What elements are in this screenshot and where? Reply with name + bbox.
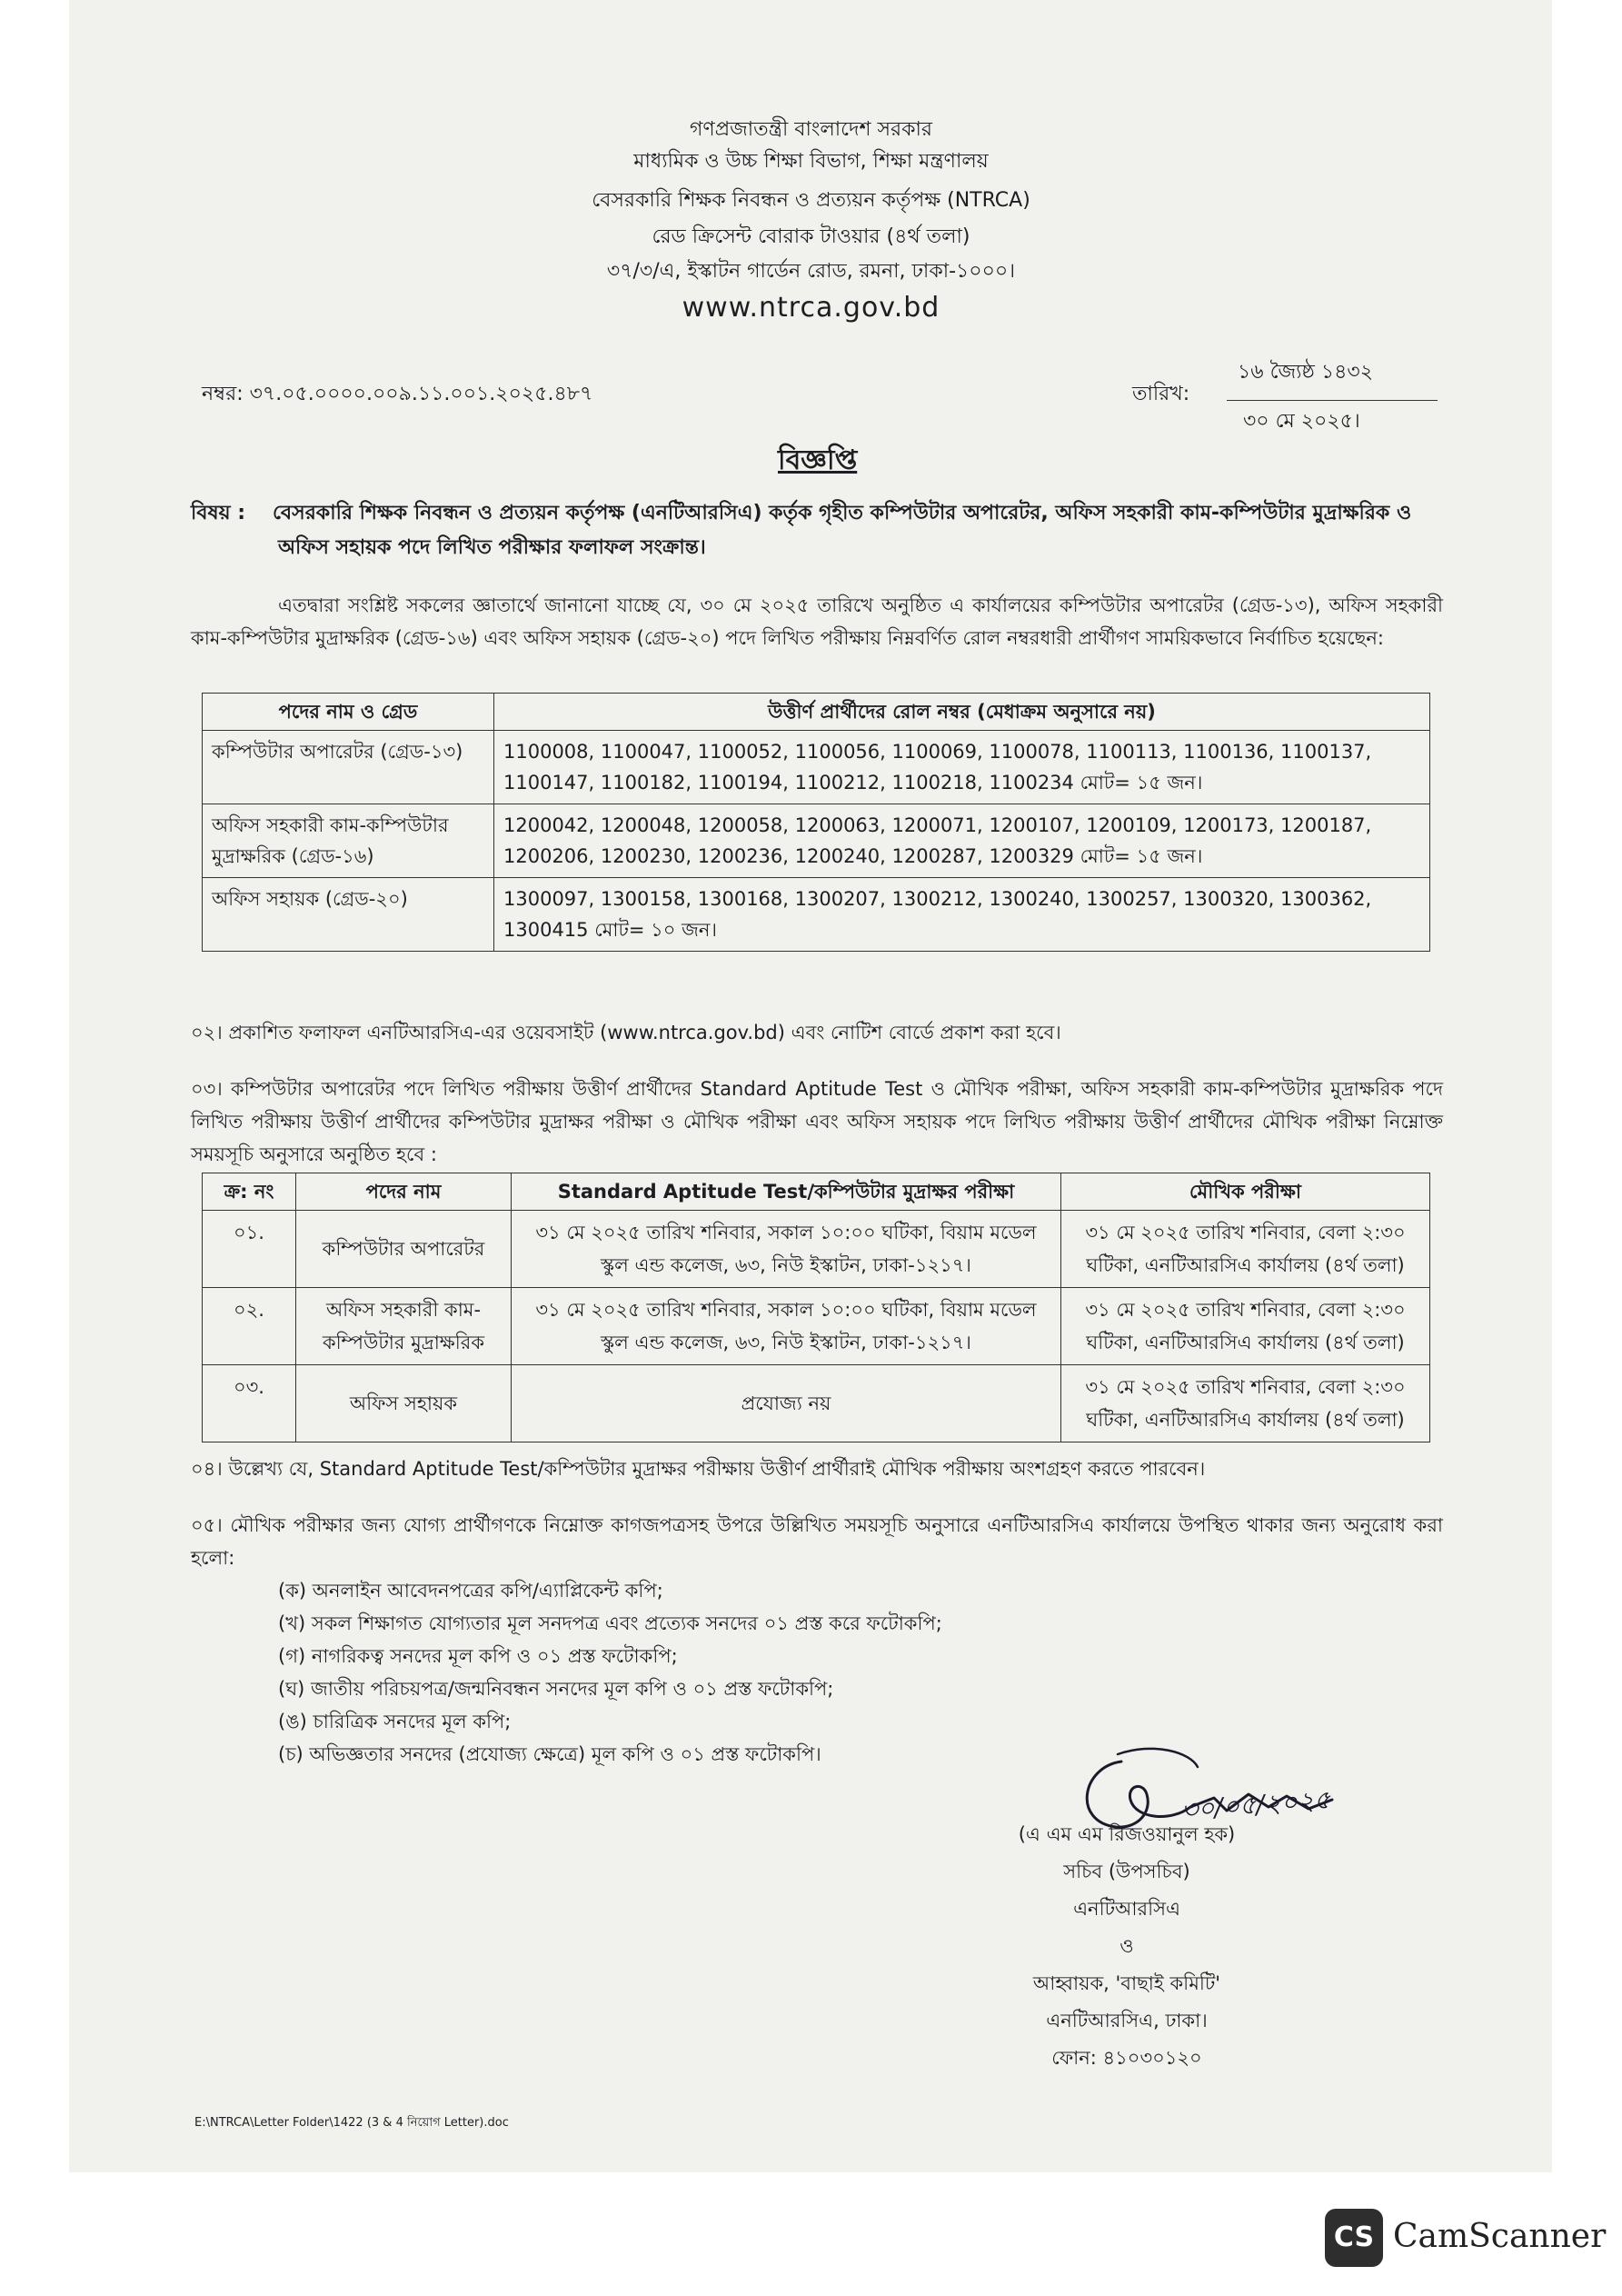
signatory-and: ও bbox=[1119, 1935, 1134, 1957]
schedule-header-post: পদের নাম bbox=[296, 1173, 512, 1211]
list-item: (ক) অনলাইন আবেদনপত্রের কপি/এ্যাপ্লিকেন্ট কপি; bbox=[278, 1580, 663, 1602]
results-header-rolls: উত্তীর্ণ প্রার্থীদের রোল নম্বর (মেধাক্রম অনুসারে নয়) bbox=[494, 694, 1430, 731]
list-item: (চ) অভিজ্ঞতার সনদের (প্রযোজ্য ক্ষেত্রে) মূল কপি ও ০১ প্রস্ত ফটোকপি। bbox=[278, 1743, 821, 1765]
results-rolls: 1300097, 1300158, 1300168, 1300207, 1300212, 1300240, 1300257, 1300320, 1300362, 1300415 মোট= ১০ জন। bbox=[494, 878, 1430, 952]
date-divider bbox=[1227, 400, 1438, 401]
signature-date: ৩০/০৫/২০২৫ bbox=[1179, 1784, 1332, 1825]
signatory-designation: সচিব (উপসচিব) bbox=[1063, 1861, 1190, 1882]
results-table bbox=[202, 693, 1430, 952]
list-item: (খ) সকল শিক্ষাগত যোগ্যতার মূল সনদপত্র এবং প্রত্যেক সনদের ০১ প্রস্ত করে ফটোকপি; bbox=[278, 1612, 942, 1634]
schedule-test: প্রযোজ্য নয় bbox=[512, 1365, 1061, 1442]
results-header-post: পদের নাম ও গ্রেড bbox=[203, 694, 494, 731]
header-division: মাধ্যমিক ও উচ্চ শিক্ষা বিভাগ, শিক্ষা মন্ত্রণালয় bbox=[633, 150, 989, 173]
schedule-no: ০৩. bbox=[203, 1365, 296, 1442]
paragraph-03: ০৩। কম্পিউটার অপারেটর পদে লিখিত পরীক্ষায় উত্তীর্ণ প্রার্থীদের Standard Aptitude Test ও মৌখিক পরীক্ষা, অফিস সহকারী কাম-কম্পিউটার মুদ্রাক্ষরিক পদে লিখিত পরীক্ষায় উত্তীর্ণ প্রার্থীদের কম্পিউটার মুদ্রাক্ষর পরীক্ষা ও মৌখিক পরীক্ষা এবং অফিস সহায়ক পদে লিখিত পরীক্ষায় উত্তীর্ণ প্রার্থীদের মৌখিক পরীক্ষা নিম্নোক্ত সময়সূচি অনুসারে অনুষ্ঠিত হবে : bbox=[191, 1078, 1443, 1165]
schedule-no: ০১. bbox=[203, 1211, 296, 1288]
memo-date-english: ৩০ মে ২০২৫। bbox=[1243, 410, 1360, 433]
subject-text: বেসরকারি শিক্ষক নিবন্ধন ও প্রত্যয়ন কর্তৃপক্ষ (এনটিআরসিএ) কর্তৃক গৃহীত কম্পিউটার অপারেটর, অফিস সহকারী কাম-কম্পিউটার মুদ্রাক্ষরিক ও অফিস সহায়ক পদে লিখিত পরীক্ষার ফলাফল সংক্রান্ত। bbox=[273, 502, 1412, 559]
list-item: (ঙ) চারিত্রিক সনদের মূল কপি; bbox=[278, 1711, 512, 1732]
schedule-header-viva: মৌখিক পরীক্ষা bbox=[1061, 1173, 1430, 1211]
notice-title: বিজ্ঞপ্তি bbox=[778, 444, 858, 476]
results-post: অফিস সহায়ক (গ্রেড-২০) bbox=[203, 878, 494, 952]
table-row bbox=[203, 1211, 1430, 1288]
table-row bbox=[203, 1288, 1430, 1365]
results-post: অফিস সহকারী কাম-কম্পিউটার মুদ্রাক্ষরিক (গ্রেড-১৬) bbox=[203, 804, 494, 878]
schedule-header-test: Standard Aptitude Test/কম্পিউটার মুদ্রাক্ষর পরীক্ষা bbox=[512, 1173, 1061, 1211]
signatory-org-city: এনটিআরসিএ, ঢাকা। bbox=[1046, 2010, 1208, 2031]
results-rolls: 1200042, 1200048, 1200058, 1200063, 1200071, 1200107, 1200109, 1200173, 1200187, 1200206, 1200230, 1200236, 1200240, 1200287, 1200329 মোট= ১৫ জন। bbox=[494, 804, 1430, 878]
camscanner-logo-icon: CS bbox=[1325, 2209, 1383, 2267]
schedule-header-no: ক্র: নং bbox=[203, 1173, 296, 1211]
table-row bbox=[203, 1365, 1430, 1442]
schedule-table bbox=[202, 1173, 1430, 1442]
header-address: ৩৭/৩/এ, ইস্কাটন গার্ডেন রোড, রমনা, ঢাকা-১০০০। bbox=[606, 260, 1016, 283]
schedule-post: অফিস সহকারী কাম-কম্পিউটার মুদ্রাক্ষরিক bbox=[296, 1288, 512, 1365]
subject-label: বিষয় : bbox=[191, 502, 246, 524]
camscanner-text: CamScanner bbox=[1393, 2218, 1607, 2255]
paragraph-02: ০২। প্রকাশিত ফলাফল এনটিআরসিএ-এর ওয়েবসাইট (www.ntrca.gov.bd) এবং নোটিশ বোর্ডে প্রকাশ করা হবে। bbox=[191, 1022, 1061, 1043]
intro-paragraph: এতদ্বারা সংশ্লিষ্ট সকলের জ্ঞাতার্থে জানানো যাচ্ছে যে, ৩০ মে ২০২৫ তারিখে অনুষ্ঠিত এ কার্যালয়ের কম্পিউটার অপারেটর (গ্রেড-১৩), অফিস সহকারী কাম-কম্পিউটার মুদ্রাক্ষরিক (গ্রেড-১৬) এবং অফিস সহায়ক (গ্রেড-২০) পদে লিখিত পরীক্ষায় নিম্নবর্ণিত রোল নম্বরধারী প্রার্থীগণ সাময়িকভাবে নির্বাচিত হয়েছেন: bbox=[191, 594, 1443, 649]
paragraph-05: ০৫। মৌখিক পরীক্ষার জন্য যোগ্য প্রার্থীগণকে নিম্নোক্ত কাগজপত্রসহ উপরে উল্লিখিত সময়সূচি অনুসারে এনটিআরসিএ কার্যালয়ে উপস্থিত থাকার জন্য অনুরোধ করা হলো: bbox=[191, 1514, 1443, 1569]
schedule-viva: ৩১ মে ২০২৫ তারিখ শনিবার, বেলা ২:৩০ ঘটিকা, এনটিআরসিএ কার্যালয় (৪র্থ তলা) bbox=[1061, 1288, 1430, 1365]
memo-date-label: তারিখ: bbox=[1132, 383, 1190, 405]
schedule-test: ৩১ মে ২০২৫ তারিখ শনিবার, সকাল ১০:০০ ঘটিকা, বিয়াম মডেল স্কুল এন্ড কলেজ, ৬৩, নিউ ইস্কাটন, ঢাকা-১২১৭। bbox=[512, 1288, 1061, 1365]
list-item: (ঘ) জাতীয় পরিচয়পত্র/জন্মনিবন্ধন সনদের মূল কপি ও ০১ প্রস্ত ফটোকপি; bbox=[278, 1678, 834, 1700]
schedule-viva: ৩১ মে ২০২৫ তারিখ শনিবার, বেলা ২:৩০ ঘটিকা, এনটিআরসিএ কার্যালয় (৪র্থ তলা) bbox=[1061, 1211, 1430, 1288]
list-item: (গ) নাগরিকত্ব সনদের মূল কপি ও ০১ প্রস্ত ফটোকপি; bbox=[278, 1645, 678, 1667]
header-website: www.ntrca.gov.bd bbox=[682, 292, 940, 324]
schedule-test: ৩১ মে ২০২৫ তারিখ শনিবার, সকাল ১০:০০ ঘটিকা, বিয়াম মডেল স্কুল এন্ড কলেজ, ৬৩, নিউ ইস্কাটন, ঢাকা-১২১৭। bbox=[512, 1211, 1061, 1288]
signatory-phone: ফোন: ৪১০৩০১২০ bbox=[1051, 2047, 1202, 2069]
header-org: বেসরকারি শিক্ষক নিবন্ধন ও প্রত্যয়ন কর্তৃপক্ষ (NTRCA) bbox=[592, 189, 1030, 212]
memo-number: নম্বর: ৩৭.০৫.০০০০.০০৯.১১.০০১.২০২৫.৪৮৭ bbox=[202, 383, 593, 405]
memo-date-bangla: ১৬ জ্যৈষ্ঠ ১৪৩২ bbox=[1238, 361, 1374, 384]
schedule-no: ০২. bbox=[203, 1288, 296, 1365]
table-row bbox=[203, 731, 1430, 804]
footer-file-path: E:\NTRCA\Letter Folder\1422 (3 & 4 নিয়োগ Letter).doc bbox=[194, 2116, 509, 2130]
signatory-role: আহ্বায়ক, 'বাছাই কমিটি' bbox=[1032, 1972, 1221, 1994]
header-building: রেড ক্রিসেন্ট বোরাক টাওয়ার (৪র্থ তলা) bbox=[652, 225, 970, 248]
schedule-post: কম্পিউটার অপারেটর bbox=[296, 1211, 512, 1288]
results-post: কম্পিউটার অপারেটর (গ্রেড-১৩) bbox=[203, 731, 494, 804]
schedule-post: অফিস সহায়ক bbox=[296, 1365, 512, 1442]
table-row bbox=[203, 878, 1430, 952]
header-gov: গণপ্রজাতন্ত্রী বাংলাদেশ সরকার bbox=[689, 118, 933, 141]
schedule-viva: ৩১ মে ২০২৫ তারিখ শনিবার, বেলা ২:৩০ ঘটিকা, এনটিআরসিএ কার্যালয় (৪র্থ তলা) bbox=[1061, 1365, 1430, 1442]
paragraph-04: ০৪। উল্লেখ্য যে, Standard Aptitude Test/কম্পিউটার মুদ্রাক্ষর পরীক্ষায় উত্তীর্ণ প্রার্থীরাই মৌখিক পরীক্ষায় অংশগ্রহণ করতে পারবেন। bbox=[191, 1458, 1206, 1480]
signatory-name: (এ এম এম রিজওয়ানুল হক) bbox=[1018, 1823, 1236, 1845]
table-row bbox=[203, 804, 1430, 878]
signature-block bbox=[1000, 1816, 1254, 2077]
signatory-org: এনটিআরসিএ bbox=[1073, 1898, 1180, 1920]
results-rolls: 1100008, 1100047, 1100052, 1100056, 1100069, 1100078, 1100113, 1100136, 1100137, 1100147, 1100182, 1100194, 1100212, 1100218, 1100234 মোট= ১৫ জন। bbox=[494, 731, 1430, 804]
